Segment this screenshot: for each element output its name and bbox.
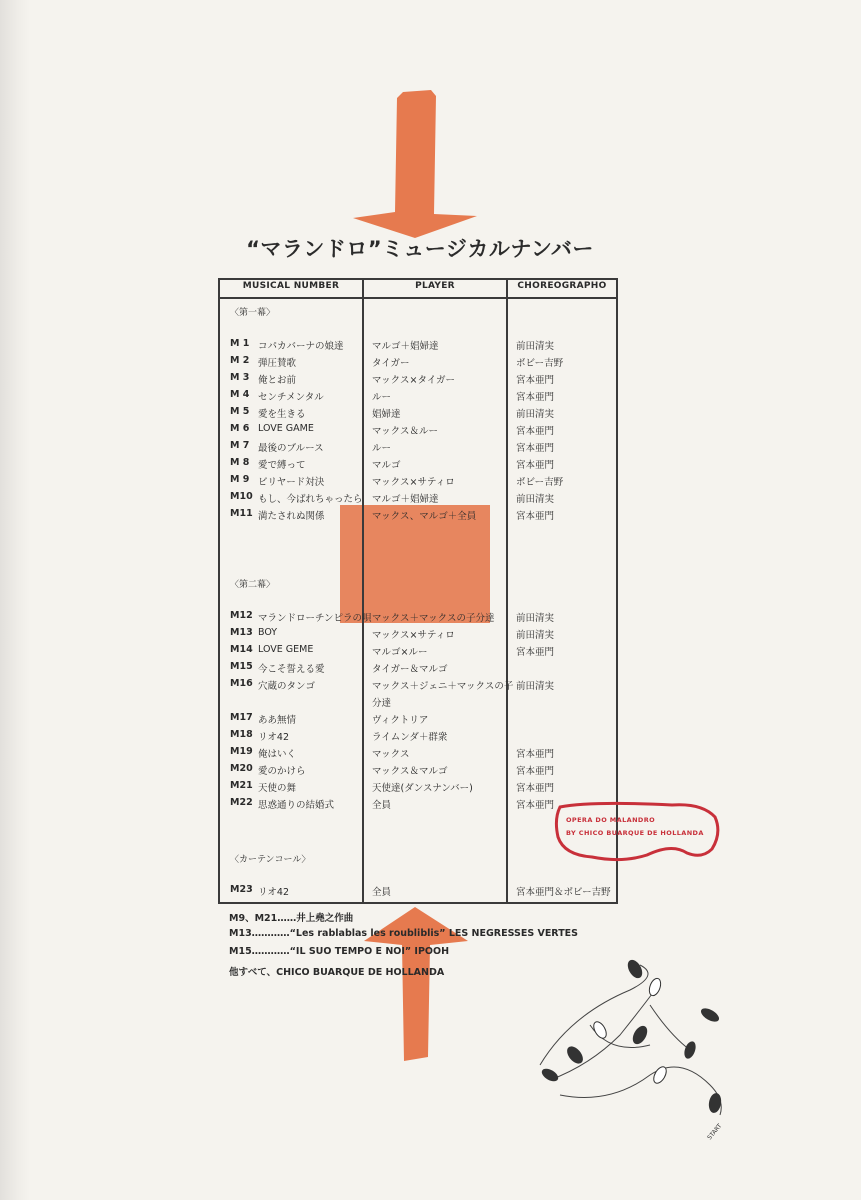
header-player: PLAYER xyxy=(415,281,455,291)
row-choreographer: 宮本亜門 xyxy=(516,783,555,794)
row-choreographer: 前田清実 xyxy=(516,681,555,692)
row-choreographer: 宮本亜門 xyxy=(516,511,555,522)
table-row xyxy=(220,508,616,525)
table-row xyxy=(220,644,616,661)
row-song: 穴蔵のタンゴ xyxy=(258,681,316,692)
page-title: “マランドロ”ミュージカルナンバー xyxy=(246,237,594,261)
row-number: M18 xyxy=(230,729,253,740)
table-row xyxy=(220,474,616,491)
row-player: マックス×サティロ xyxy=(372,630,455,641)
row-song: 最後のブルース xyxy=(258,443,324,454)
row-song: 弾圧賛歌 xyxy=(258,358,297,369)
table-row xyxy=(220,423,616,440)
row-number: M 9 xyxy=(230,474,250,485)
row-song: センチメンタル xyxy=(258,392,324,403)
row-song: 愛を生きる xyxy=(258,409,306,420)
row-number: M 3 xyxy=(230,372,250,383)
table-row xyxy=(220,712,616,729)
row-song: 俺とお前 xyxy=(258,375,297,386)
row-player: 全員 xyxy=(372,800,392,811)
header-choreographer: CHOREOGRAPHO xyxy=(517,281,607,291)
table-row xyxy=(220,389,616,406)
row-number: M20 xyxy=(230,763,253,774)
table-row xyxy=(220,372,616,389)
row-number: M 1 xyxy=(230,338,250,349)
stamp-line-2: BY CHICO BUARQUE DE HOLLANDA xyxy=(566,829,704,837)
row-choreographer: 前田清実 xyxy=(516,630,555,641)
row-song: マランドローチンピラの唄 xyxy=(258,613,372,624)
row-number: M16 xyxy=(230,678,253,689)
down-arrow-graphic xyxy=(345,88,485,240)
row-song: 愛のかけら xyxy=(258,766,306,777)
table-row xyxy=(220,746,616,763)
row-player: マルゴ xyxy=(372,460,401,471)
row-number: M15 xyxy=(230,661,253,672)
row-choreographer: ボビー吉野 xyxy=(516,358,564,369)
row-song: LOVE GAME xyxy=(258,423,314,434)
header-musical-number: MUSICAL NUMBER xyxy=(242,281,340,291)
row-number: M 6 xyxy=(230,423,250,434)
row-number: M14 xyxy=(230,644,253,655)
row-choreographer: 宮本亜門 xyxy=(516,392,555,403)
row-choreographer: 宮本亜門 xyxy=(516,375,555,386)
row-number: M23 xyxy=(230,884,253,895)
table-row xyxy=(220,729,616,746)
row-song: 天使の舞 xyxy=(258,783,297,794)
row-choreographer: 宮本亜門＆ボビー吉野 xyxy=(516,887,611,898)
row-song: 愛で縛って xyxy=(258,460,306,471)
row-number: M19 xyxy=(230,746,253,757)
note-line-3: M15…………“IL SUO TEMPO E NOI” IPOOH xyxy=(229,946,450,957)
row-player: マックス＆マルゴ xyxy=(372,766,448,777)
row-song: ああ無情 xyxy=(258,715,297,726)
row-player: 天使達(ダンスナンバー) xyxy=(372,783,473,794)
row-choreographer: 前田清実 xyxy=(516,409,555,420)
note-line-1: M9、M21……井上堯之作曲 xyxy=(229,913,354,924)
act-1-label: 〈第一幕〉 xyxy=(230,308,276,318)
row-number: M10 xyxy=(230,491,253,502)
row-player: マックス xyxy=(372,749,410,760)
row-player: 娼婦達 xyxy=(372,409,401,420)
row-player: マックス、マルゴ＋全員 xyxy=(372,511,477,522)
stamp-line-1: OPERA DO MALANDRO xyxy=(566,816,656,824)
row-player: マルゴ×ルー xyxy=(372,647,428,658)
row-choreographer: ボビー吉野 xyxy=(516,477,564,488)
row-choreographer: 宮本亜門 xyxy=(516,647,555,658)
row-player: ライムンダ＋群衆 xyxy=(372,732,448,743)
row-player: マックス＆ルー xyxy=(372,426,439,437)
row-song: 今こそ誓える愛 xyxy=(258,664,325,675)
row-number: M17 xyxy=(230,712,253,723)
table-row-curtain xyxy=(220,884,616,901)
dance-start-label: START xyxy=(706,1122,724,1142)
row-number: M 7 xyxy=(230,440,250,451)
table-row xyxy=(220,780,616,797)
row-choreographer: 宮本亜門 xyxy=(516,749,555,760)
row-choreographer: 宮本亜門 xyxy=(516,460,555,471)
row-player: マックス×サティロ xyxy=(372,477,455,488)
row-song: ビリヤード対決 xyxy=(258,477,325,488)
row-player: タイガー＆マルゴ xyxy=(372,664,448,675)
table-row xyxy=(220,678,616,695)
row-choreographer: 前田清実 xyxy=(516,341,555,352)
row-player: マックス＋マックスの子分達 xyxy=(372,613,495,624)
table-row xyxy=(220,491,616,508)
row-choreographer: 宮本亜門 xyxy=(516,800,555,811)
row-song: BOY xyxy=(258,627,278,638)
row-choreographer: 前田清実 xyxy=(516,613,555,624)
row-player: ルー xyxy=(372,443,392,454)
table-row xyxy=(220,440,616,457)
table-row xyxy=(220,661,616,678)
curtain-call-label: 〈カーテンコール〉 xyxy=(230,855,311,865)
row-number: M 8 xyxy=(230,457,250,468)
row-player: ヴィクトリア xyxy=(372,715,429,726)
row-song: リオ42 xyxy=(258,732,289,743)
table-row xyxy=(220,355,616,372)
row-number: M12 xyxy=(230,610,253,621)
dance-step-diagram xyxy=(530,955,760,1155)
row-number: M11 xyxy=(230,508,253,519)
row-choreographer: 宮本亜門 xyxy=(516,443,555,454)
row-number: M21 xyxy=(230,780,253,791)
note-line-4: 他すべて、CHICO BUARQUE DE HOLLANDA xyxy=(229,967,445,978)
row-player: 全員 xyxy=(372,887,392,898)
page-spine-shadow xyxy=(0,0,30,1200)
row-number: M 5 xyxy=(230,406,250,417)
row-song: 俺はいく xyxy=(258,749,297,760)
row-player: 分達 xyxy=(372,698,392,709)
table-row xyxy=(220,610,616,627)
row-number: M22 xyxy=(230,797,253,808)
row-player: マルゴ＋娼婦達 xyxy=(372,494,439,505)
act-2-label: 〈第二幕〉 xyxy=(230,580,276,590)
row-player: マックス×タイガー xyxy=(372,375,456,386)
table-row xyxy=(220,695,616,712)
table-row xyxy=(220,627,616,644)
row-choreographer: 宮本亜門 xyxy=(516,766,555,777)
row-number: M13 xyxy=(230,627,253,638)
row-player: マルゴ＋娼婦達 xyxy=(372,341,439,352)
row-song: LOVE GEME xyxy=(258,644,314,655)
row-number: M 2 xyxy=(230,355,250,366)
row-choreographer: 前田清実 xyxy=(516,494,555,505)
header-divider xyxy=(220,297,616,299)
row-song: リオ42 xyxy=(258,887,289,898)
table-row xyxy=(220,457,616,474)
row-player: マックス＋ジェニ＋マックスの子 xyxy=(372,681,514,692)
row-song: コパカバーナの娘達 xyxy=(258,341,344,352)
row-choreographer: 宮本亜門 xyxy=(516,426,555,437)
table-row xyxy=(220,406,616,423)
table-row xyxy=(220,338,616,355)
row-song: もし、今ばれちゃったら xyxy=(258,494,363,505)
row-player: タイガー xyxy=(372,358,410,369)
row-song: 思惑通りの結婚式 xyxy=(258,800,335,811)
table-row xyxy=(220,763,616,780)
row-player: ルー xyxy=(372,392,392,403)
row-song: 満たされぬ関係 xyxy=(258,511,325,522)
row-number: M 4 xyxy=(230,389,250,400)
note-line-2: M13…………“Les rablablas les roubliblis” LES NEGRESSES VERTES xyxy=(229,928,579,939)
